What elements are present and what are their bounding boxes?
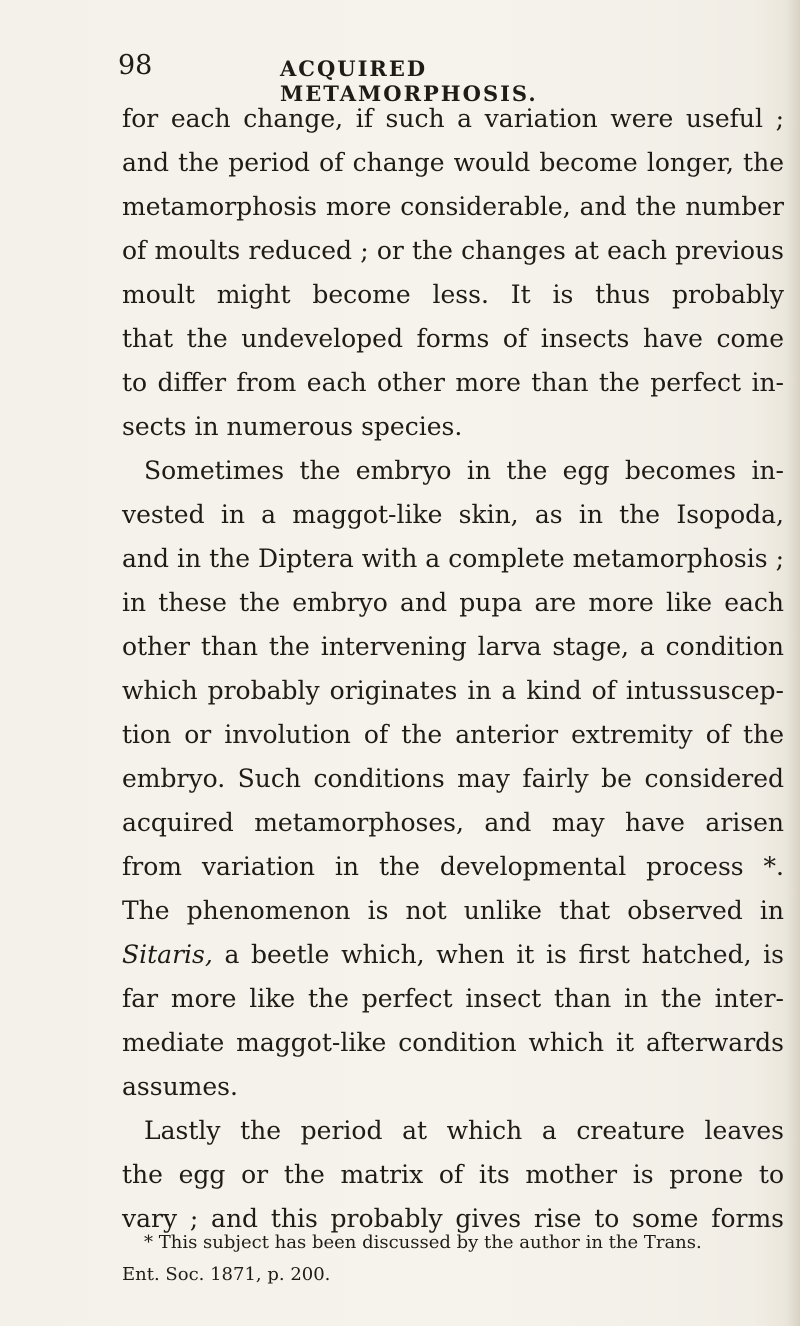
text-line: vary ; and this probably gives rise to some forms [122, 1204, 784, 1233]
text-line: that the undeveloped forms of insects have come [122, 324, 784, 353]
text-line: acquired metamorphoses, and may have arisen [122, 808, 784, 837]
text-line: other than the intervening larva stage, a condition [122, 632, 784, 661]
text-line: Sometimes the embryo in the egg becomes in- [144, 456, 784, 485]
text-line-rest: a beetle which, when it is first hatched, is [224, 940, 784, 969]
text-line: moult might become less. It is thus probably [122, 280, 784, 309]
page-edge-shadow [786, 0, 800, 1326]
text-line: vested in a maggot-like skin, as in the Isopoda, [122, 500, 784, 529]
text-line: embryo. Such conditions may fairly be considered [122, 764, 784, 793]
running-head: ACQUIRED METAMORPHOSIS. [280, 56, 538, 106]
text-line: for each change, if such a variation were useful ; [122, 104, 784, 133]
footnote-line: Ent. Soc. 1871, p. 200. [122, 1264, 331, 1285]
text-line: Lastly the period at which a creature leaves [144, 1116, 784, 1145]
text-line: tion or involution of the anterior extremity of the [122, 720, 784, 749]
text-line: and the period of change would become longer, the [122, 148, 784, 177]
page-header [118, 50, 678, 106]
italic-genus-name: Sitaris, [122, 940, 213, 969]
text-line: from variation in the developmental process *. [122, 852, 784, 881]
text-line: the egg or the matrix of its mother is prone to [122, 1160, 784, 1189]
page-number: 98 [118, 50, 153, 81]
text-line-with-italic [122, 933, 784, 977]
text-line: mediate maggot-like condition which it afterwards [122, 1028, 784, 1057]
text-line: which probably originates in a kind of intussuscep- [122, 676, 784, 705]
text-line: and in the Diptera with a complete metamorphosis ; [122, 544, 784, 573]
text-line: metamorphosis more considerable, and the number [122, 192, 784, 221]
text-line: The phenomenon is not unlike that observed in [122, 896, 784, 925]
text-line: far more like the perfect insect than in the inter- [122, 984, 784, 1013]
text-line: assumes. [122, 1072, 238, 1101]
text-line: of moults reduced ; or the changes at each previous [122, 236, 784, 265]
text-line: in these the embryo and pupa are more like each [122, 588, 784, 617]
footnote [122, 1227, 784, 1291]
text-line: to differ from each other more than the perfect in- [122, 368, 784, 397]
body-text [122, 97, 784, 1241]
footnote-line: * This subject has been discussed by the author in the Trans. [144, 1232, 702, 1253]
text-line: sects in numerous species. [122, 412, 463, 441]
